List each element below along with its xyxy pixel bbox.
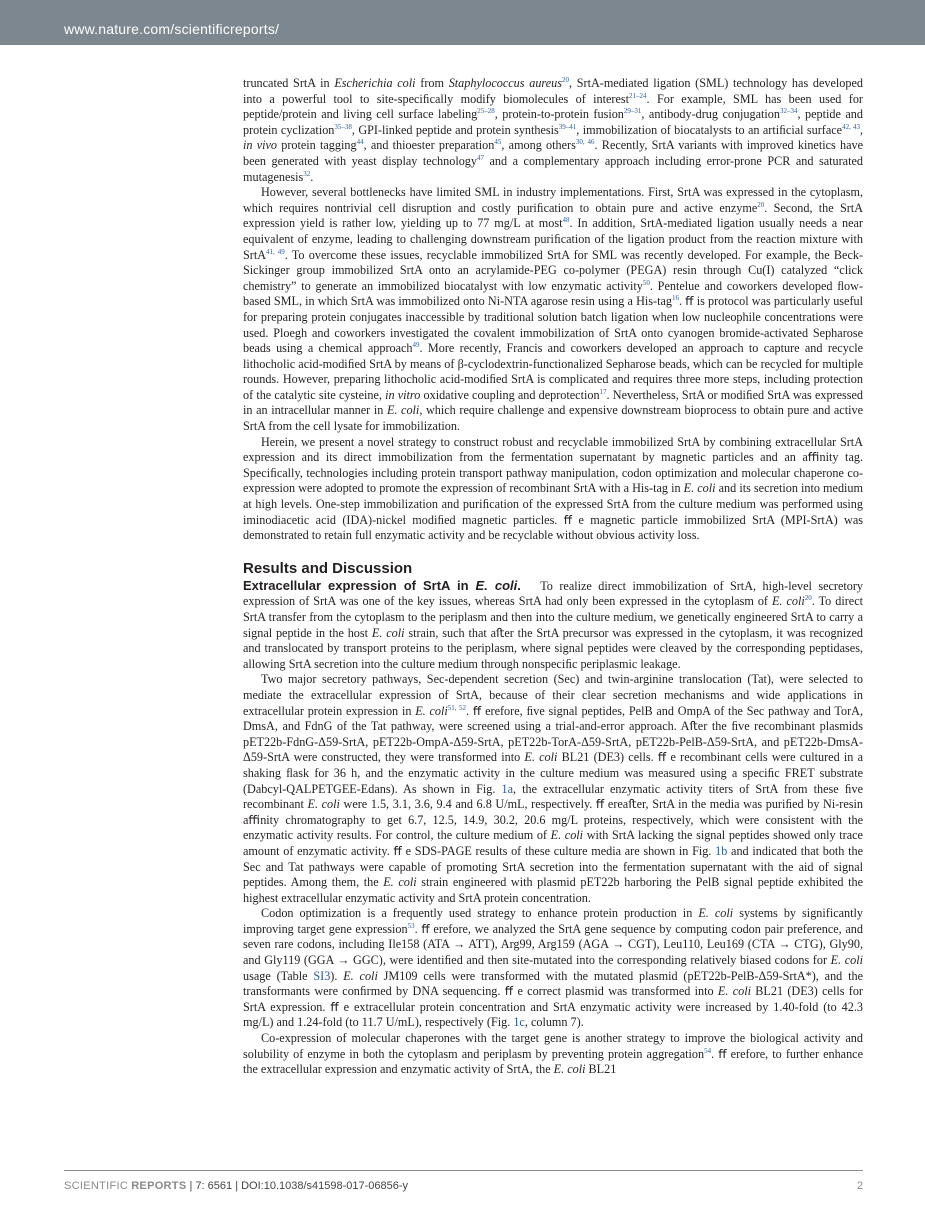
italic-term: E. coli	[683, 481, 716, 496]
paragraph-intro-continued: truncated SrtA in Escherichia coli from Staphylococcus aureus$^{20}$, SrtA-mediated ligation (SML) technology has developed into a powerful tool to site-speciﬁcally modify biomolecules of interest$^{21-24}$. For example, SML has been used for peptide/protein and living cell surface labeling$^{25-28}$, protein-to-protein fusion$^{29-31}$, antibody-drug conjugation$^{32-34}$, peptide and protein cyclization$^{35-38}$, GPI-linked peptide and protein synthesis$^{39-41}$, immobilization of biocatalysts to an artiﬁcial surface$^{42, 43}$, in vivo protein tagging$^{44}$, and thioester preparation$^{45}$, among others$^{30, 46}$. Recently, SrtA variants with improved kinetics have been generated with yeast display technology$^{47}$ and a complementary approach including error-prone PCR and saturated mutagenesis$^{32}$.	[243, 76, 863, 184]
italic-term: E. coli	[383, 875, 417, 890]
italic-term: E. coli	[524, 750, 558, 765]
italic-term: E. coli	[343, 968, 378, 983]
italic-term: E. coli	[698, 906, 734, 921]
figure-link[interactable]: 1c	[513, 1015, 525, 1030]
article-body	[243, 76, 863, 1078]
journal-url-link[interactable]: www.nature.com/scientificreports/	[64, 21, 280, 37]
reference-citation[interactable]: 20	[561, 76, 569, 84]
reference-citation[interactable]: 54	[704, 1046, 712, 1055]
reference-citation[interactable]: 30, 46	[575, 138, 595, 147]
reference-citation[interactable]: 21–24	[629, 91, 647, 100]
italic-term: E. coli	[553, 1062, 586, 1077]
paragraph-extracellular-expression	[243, 578, 863, 673]
reference-citation[interactable]: 39–41	[558, 122, 577, 131]
reference-citation[interactable]: 48	[562, 216, 570, 225]
paragraph-extracellular-text: To realize direct immobilization of SrtA, high-level secretory expression of SrtA was one of the key issues, whereas SrtA had only been expressed in the cytoplasm of E. coli$^{20}$. To direct SrtA transfer from the cytoplasm to the periplasm and then into the culture medium, we genetically engineered SrtA to carry a signal peptide in the host E. coli strain, such that aﬅer the SrtA precursor was expressed in the cytoplasm, it was recognized and translocated by transport proteins to the periplasm, where signal peptides were cleaved by the corresponding peptidases, allowing SrtA secretion into the culture medium through nonspeciﬁc periplasmic leakage.	[243, 578, 864, 671]
page-number: 2	[856, 1180, 863, 1192]
paragraph-strategy: Herein, we present a novel strategy to construct robust and recyclable immobilized SrtA by combining extracellular SrtA expression and its direct immobilization from the fermentation supernatant by magnetic particles and an aﬃnity tag. Speciﬁcally, technologies including protein transport pathway manipulation, codon optimization and molecular chaperone co-expression were adopted to promote the expression of recombinant SrtA with a His-tag in E. coli and its secretion into medium at high levels. One-step immobilization and puriﬁcation of the expressed SrtA from the culture medium was performed using iminodiacetic acid (IDA)-nickel modiﬁed magnetic particles. ﬀ e magnetic particle immobilized SrtA (MPI-SrtA) was demonstrated to retain full enzymatic activity and be recyclable without obvious activity loss.	[243, 434, 863, 543]
italic-term: E. coli	[475, 577, 518, 593]
paragraph-secretory-pathways: Two major secretory pathways, Sec-dependent secretion (Sec) and twin-arginine translocation (Tat), were selected to mediate the extracellular expression of SrtA, because of their clear secretion mechanisms and wide applications in extracellular protein expression in E. coli$^{51, 52}$. ﬀ erefore, ﬁve signal peptides, PelB and OmpA of the Sec pathway and TorA, DmsA, and FdnG of the Tat pathway, were screened using a trial-and-error approach. Aﬅer the ﬁve recombinant plasmids pET22b-FdnG-Δ59-SrtA, pET22b-OmpA-Δ59-SrtA, pET22b-TorA-Δ59-SrtA, pET22b-PelB-Δ59-SrtA, and pET22b-DmsA-Δ59-SrtA were constructed, they were transformed into E. coli BL21 (DE3) cells. ﬀ e recombinant cells were cultured in a shaking ﬂask for 36 h, and the enzymatic activity in the culture medium was measured using a speciﬁc FRET substrate (Dabcyl-QALPETGEE-Edans). As shown in Fig. 1a, the extracellular enzymatic activity titers of SrtA from these ﬁve recombinant E. coli were 1.5, 3.1, 3.6, 9.4 and 6.8 U/mL, respectively. ﬀ ereaﬅer, SrtA in the media was puriﬁed by Ni-resin aﬃnity chromatography to get 6.7, 12.5, 14.9, 30.2, 20.6 mg/L proteins, respectively, which were consistent with the enzymatic activity results. For control, the culture medium of E. coli with SrtA lacking the signal peptides showed only trace amount of enzymatic activity. ﬀ e SDS-PAGE results of these culture media are shown in Fig. 1b and indicated that both the Sec and Tat pathways were capable of promoting SrtA secretion into the fermentation supernatant with the aid of signal peptides. Among them, the E. coli strain engineered with plasmid pET22b harboring the PelB signal peptide exhibited the highest extracellular enzymatic activity and SrtA protein concentration.	[243, 672, 863, 905]
paragraph-codon-optimization: Codon optimization is a frequently used strategy to enhance protein production in E. coli systems by significantly improving target gene expression$^{53}$. ﬀ erefore, we analyzed the SrtA gene sequence by computing codon pair preference, and seven rare codons, including Ile158 (ATA → ATT), Arg99, Arg159 (AGA → CGT), Leu110, Leu169 (CTA → CTG), Gly90, and Gly119 (GGA → GGC), were identiﬁed and then site-mutated into the corresponding relatively biased codons for E. coli usage (Table SI3). E. coli JM109 cells were transformed with the mutated plasmid (pET22b-PelB-Δ59-SrtA*), and the transformants were conﬁrmed by DNA sequencing. ﬀ e correct plasmid was transformed into E. coli BL21 (DE3) cells for SrtA expression. ﬀ e extracellular protein concentration and SrtA enzymatic activity were increased by 1.40-fold (to 42.3 mg/L) and 1.24-fold (to 11.7 U/mL), respectively (Fig. 1c, column 7).	[243, 906, 863, 1030]
paragraph-bottlenecks: However, several bottlenecks have limited SML in industry implementations. First, SrtA was expressed in the cytoplasm, which requires nontrivial cell disruption and costly puriﬁcation to obtain pure and active enzyme$^{20}$. Second, the SrtA expression yield is rather low, yielding up to 77 mg/L at most$^{48}$. In addition, SrtA-mediated ligation usually needs a near equivalent of enzyme, leading to challenging downstream puriﬁcation of the ligation product from the reaction mixture with SrtA$^{41, 49}$. To overcome these issues, recyclable immobilized SrtA for SML was recently developed. For example, the Beck-Sickinger group immobilized SrtA onto an acrylamide-PEG co-polymer (PEGA) resin through Cu(I) catalyzed “click chemistry” to generate an immobilized biocatalyst with low enzymatic activity$^{50}$. Pentelue and coworkers developed ﬂow-based SML, in which SrtA was immobilized onto Ni-NTA agarose resin using a His-tag$^{16}$. ﬀ is protocol was particularly useful for preparing protein conjugates inaccessible by traditional solution batch ligation when low nucleophile concentrations were used. Ploegh and coworkers investigated the covalent immobilization of SrtA onto cyanogen bromide-activated Sepharose beads using a chemical approach$^{49}$. More recently, Francis and coworkers developed an approach to capture and recycle lithocholic acid-modiﬁed SrtA by means of β-cyclodextrin-functionalized Sepharose beads, which can be recycled for multiple rounds. However, preparing lithocholic acid-modiﬁed SrtA is complicated and requires three more steps, including protection of the catalytic site cysteine, in vitro oxidative coupling and deprotection$^{17}$. Nevertheless, SrtA or modiﬁed SrtA was expressed in an intracellular manner in E. coli, which require challenge and expensive downstream bioprocess to obtain pure and active SrtA from the cell lysate for immobilization.	[243, 185, 864, 434]
reference-citation[interactable]: 20	[757, 200, 765, 209]
italic-term: E. coli	[550, 828, 584, 843]
reference-citation[interactable]: 50	[642, 278, 650, 287]
italic-term: E. coli	[307, 797, 340, 812]
italic-term: Staphylococcus aureus	[448, 76, 562, 90]
italic-term: in vitro	[385, 387, 421, 402]
italic-term: E. coli	[386, 403, 420, 418]
citation-doi: | 7: 6561 | DOI:10.1038/s41598-017-06856-y	[186, 1180, 409, 1192]
reference-citation[interactable]: 20	[804, 594, 812, 603]
italic-term: E. coli	[771, 594, 805, 609]
figure-link[interactable]: 1b	[715, 843, 728, 858]
reference-citation[interactable]: 32	[303, 169, 311, 178]
reference-citation[interactable]: 51, 52	[447, 703, 467, 712]
reference-citation[interactable]: 32–34	[780, 107, 798, 116]
reference-citation[interactable]: 35–38	[334, 122, 352, 131]
footer-divider	[64, 1170, 863, 1171]
figure-link[interactable]: SI3	[313, 968, 331, 983]
reference-citation[interactable]: 29–31	[623, 107, 642, 116]
reference-citation[interactable]: 45	[494, 138, 502, 147]
reference-citation[interactable]: 41, 49	[266, 247, 285, 256]
reference-citation[interactable]: 25–28	[477, 107, 495, 116]
italic-term: in vivo	[243, 138, 278, 153]
journal-name-right: REPORTS	[131, 1180, 187, 1192]
reference-citation[interactable]: 42, 43	[842, 122, 860, 131]
section-heading: Results and Discussion	[243, 559, 413, 577]
reference-citation[interactable]: 47	[477, 153, 484, 162]
reference-citation[interactable]: 49	[412, 341, 420, 350]
italic-term: E. coli	[371, 625, 405, 640]
reference-citation[interactable]: 17	[599, 387, 607, 396]
italic-term: Escherichia coli	[334, 76, 416, 90]
footer-citation	[64, 1180, 408, 1192]
italic-term: E. coli	[717, 984, 751, 999]
italic-term: E. coli	[415, 703, 448, 718]
paragraph-chaperones: Co-expression of molecular chaperones with the target gene is another strategy to improve the biological activity and solubility of enzyme in both the cytoplasm and periplasm by preventing protein aggregation$^{54}$. ﬀ erefore, to further enhance the extracellular expression and enzymatic activity of SrtA, the E. coli BL21	[243, 1031, 863, 1077]
reference-citation[interactable]: 44	[356, 138, 364, 147]
journal-header-bar	[0, 0, 925, 45]
reference-citation[interactable]: 16	[671, 294, 679, 303]
subsection-heading: Extracellular expression of SrtA in E. coli.	[243, 577, 521, 593]
reference-citation[interactable]: 53	[407, 921, 415, 930]
italic-term: E. coli	[830, 953, 863, 968]
journal-name-left: SCIENTIFIC	[64, 1180, 129, 1192]
figure-link[interactable]: 1a	[501, 781, 513, 796]
